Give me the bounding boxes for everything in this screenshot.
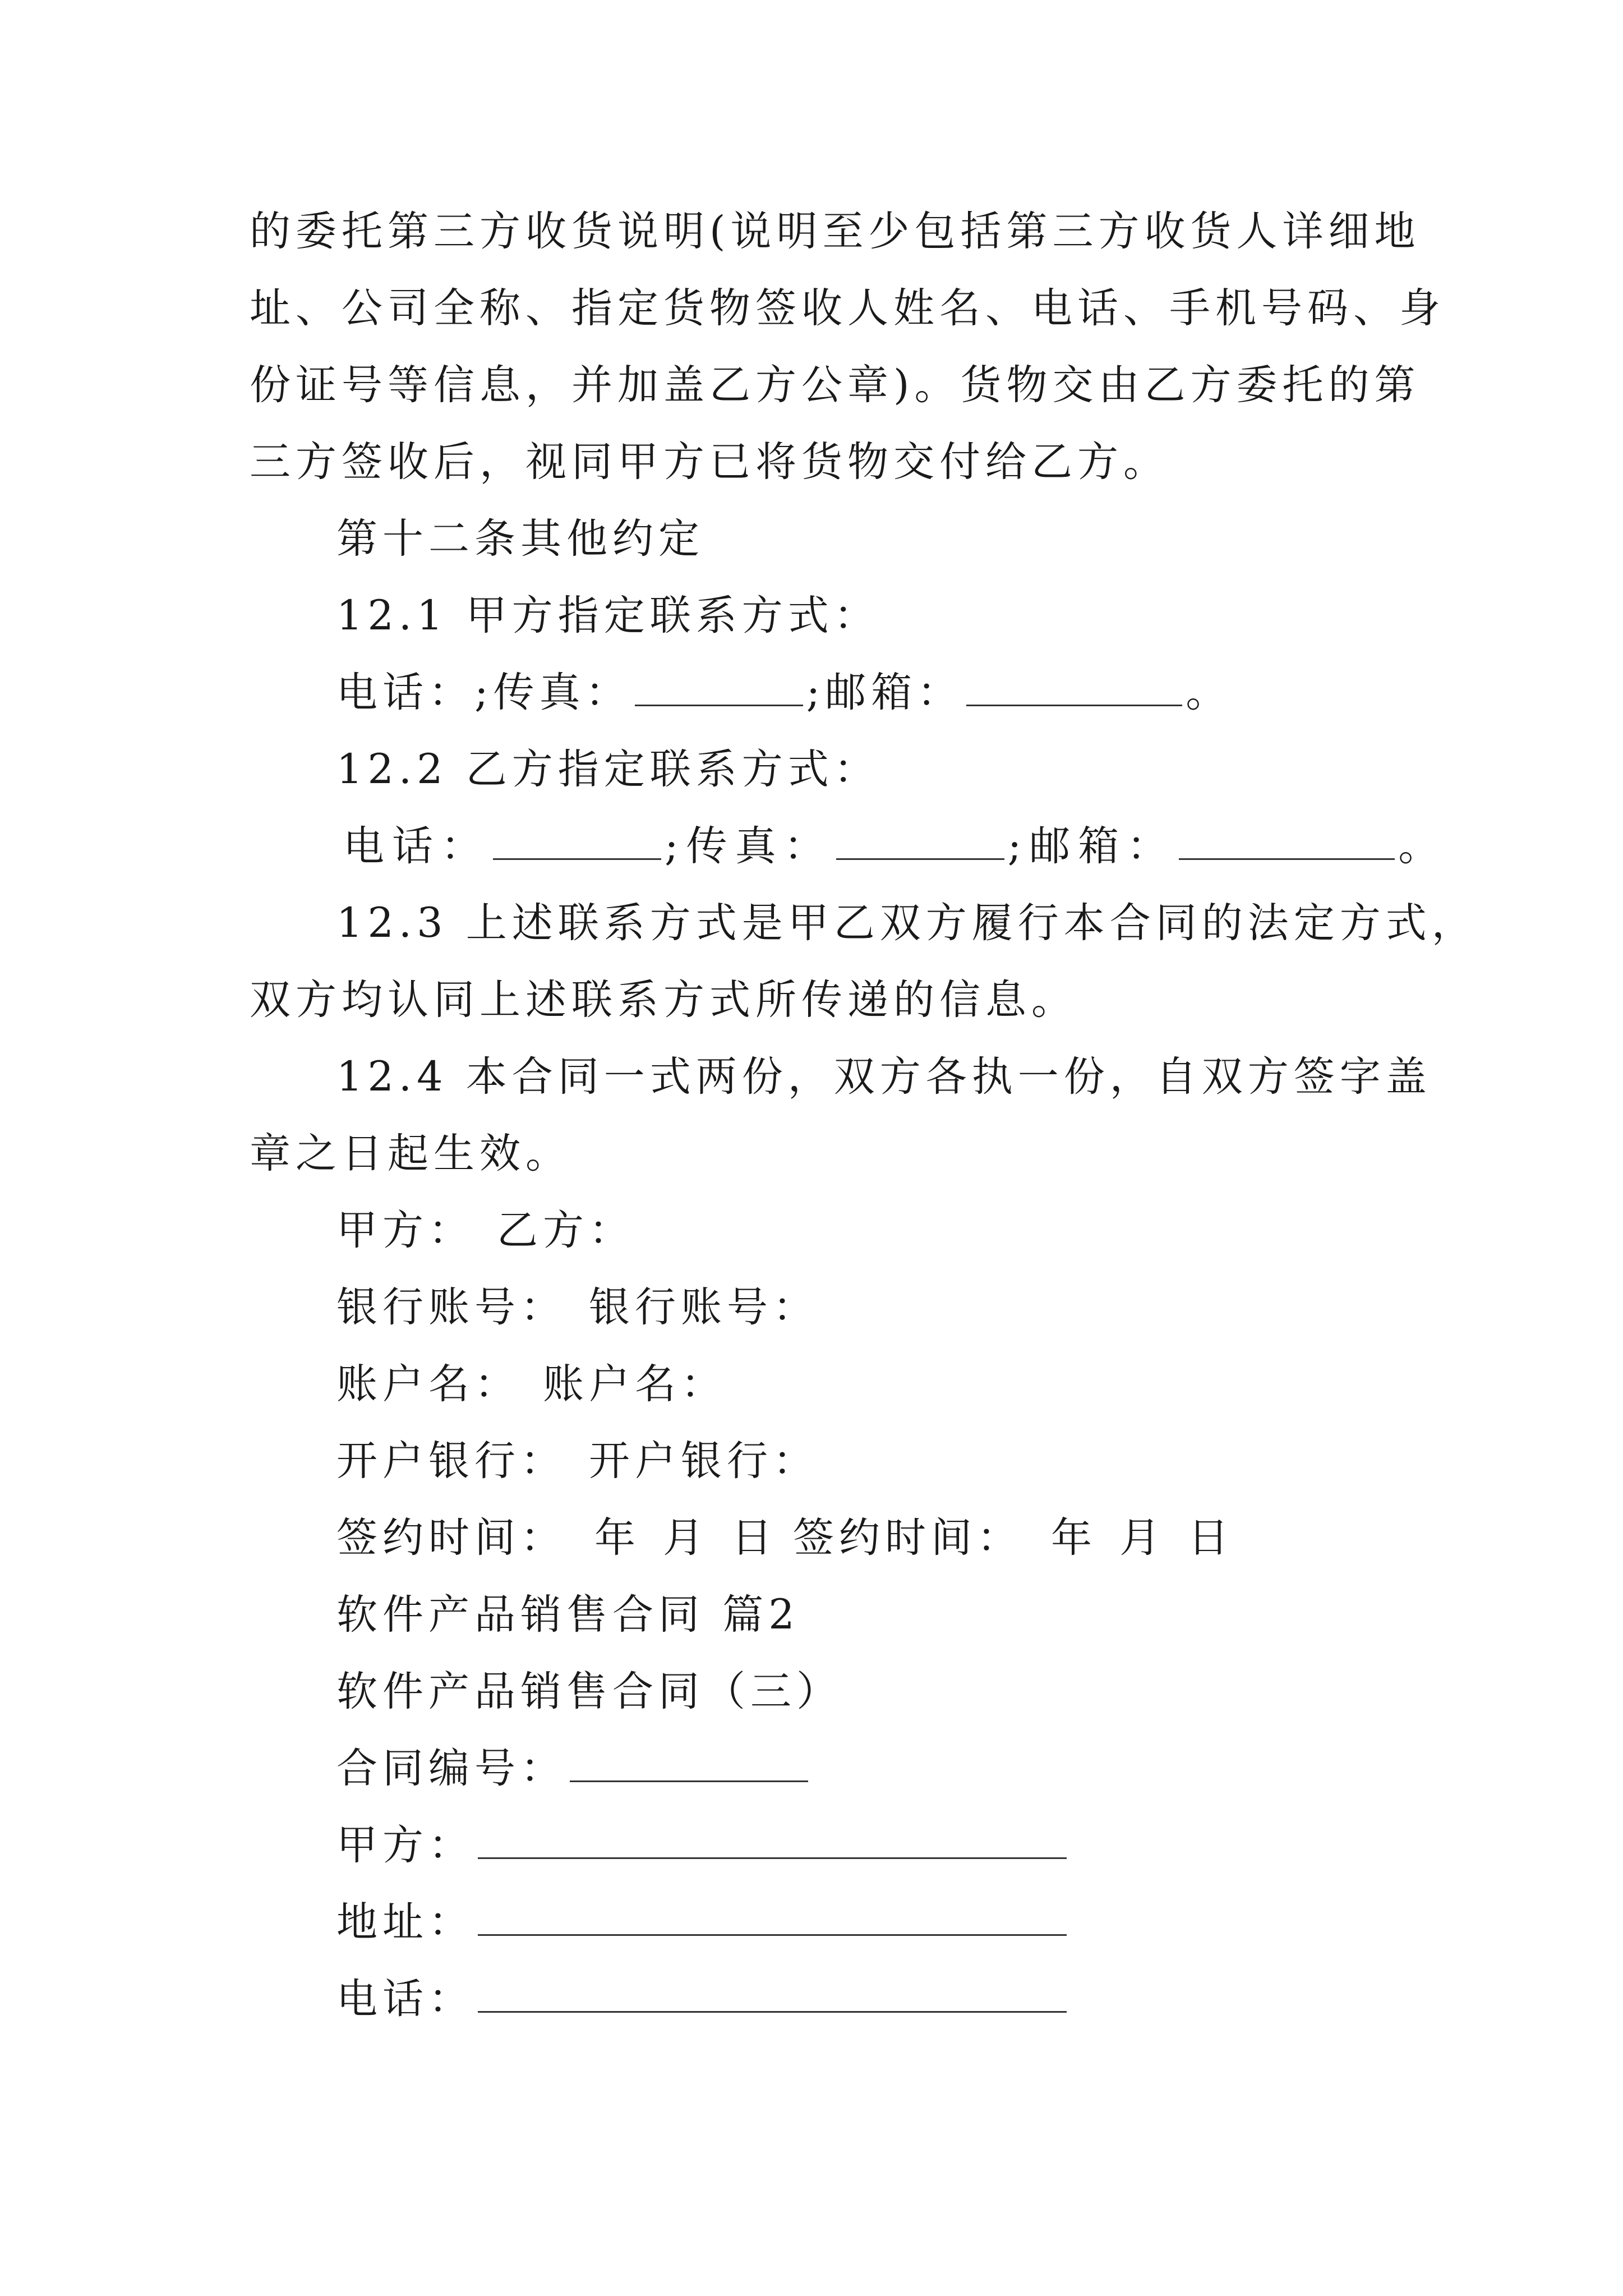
paragraph-line: 的委托第三方收货说明(说明至少包括第三方收货人详细地 bbox=[250, 208, 1421, 255]
bank-a-label: 开户银行： bbox=[336, 1437, 566, 1485]
line-end-mark: 。 bbox=[1398, 822, 1447, 870]
sign-date-a-label: 签约时间： bbox=[336, 1514, 566, 1562]
fax-blank bbox=[836, 823, 1004, 860]
account-name-a-label: 账户名： bbox=[336, 1360, 520, 1408]
address-blank bbox=[478, 1899, 1067, 1936]
section-heading: 软件产品销售合同 篇2 bbox=[336, 1591, 800, 1639]
phone-blank bbox=[493, 823, 661, 860]
phone-label: 电话： bbox=[336, 1975, 474, 2023]
email-blank bbox=[1179, 823, 1395, 860]
month-label: 月 bbox=[1119, 1514, 1165, 1562]
year-label: 年 bbox=[1051, 1514, 1097, 1562]
fax-blank bbox=[635, 670, 803, 706]
signature-account-name-row bbox=[336, 1359, 727, 1410]
bank-b-label: 开户银行： bbox=[589, 1437, 819, 1485]
fax-label: ;传真： bbox=[665, 822, 833, 870]
paragraph-line: 址、公司全称、指定货物签收人姓名、电话、手机号码、身 bbox=[250, 284, 1445, 332]
clause-12-4: 12.4 本合同一式两份，双方各执一份，自双方签字盖 bbox=[336, 1053, 1432, 1101]
day-label: 日 bbox=[1188, 1514, 1234, 1562]
phone-row bbox=[336, 1974, 1070, 2024]
phone-fax-label: 电话：;传真： bbox=[336, 669, 631, 716]
day-label: 日 bbox=[731, 1514, 777, 1562]
paragraph-line: 三方签收后，视同甲方已将货物交付给乙方。 bbox=[250, 438, 1169, 486]
phone-label: 电话： bbox=[343, 822, 490, 870]
month-label: 月 bbox=[663, 1514, 709, 1562]
article-12-title: 第十二条其他约定 bbox=[336, 515, 704, 563]
party-a-label: 甲方： bbox=[336, 1821, 474, 1869]
phone-blank bbox=[478, 1976, 1067, 2013]
party-a-row bbox=[336, 1820, 1070, 1871]
sign-date-b-label: 签约时间： bbox=[793, 1514, 1023, 1562]
email-blank bbox=[966, 670, 1182, 706]
bank-account-b-label: 银行账号： bbox=[589, 1283, 819, 1331]
clause-12-3: 12.3 上述联系方式是甲乙双方履行本合同的法定方式， bbox=[336, 899, 1478, 947]
section-subheading: 软件产品销售合同（三） bbox=[336, 1668, 842, 1715]
contract-number-row bbox=[336, 1743, 811, 1794]
clause-12-1-contact bbox=[336, 668, 1232, 718]
party-a-blank bbox=[478, 1823, 1067, 1859]
address-row bbox=[336, 1897, 1070, 1948]
paragraph-line: 双方均认同上述联系方式所传递的信息。 bbox=[250, 976, 1077, 1024]
clause-12-1: 12.1 甲方指定联系方式： bbox=[336, 592, 880, 639]
contract-number-blank bbox=[570, 1746, 808, 1782]
year-label: 年 bbox=[594, 1514, 640, 1562]
party-a-label: 甲方： bbox=[336, 1207, 474, 1254]
clause-12-2: 12.2 乙方指定联系方式： bbox=[336, 746, 880, 793]
signature-bank-row bbox=[336, 1436, 819, 1487]
paragraph-line: 章之日起生效。 bbox=[250, 1130, 571, 1177]
email-label: ;邮箱： bbox=[806, 669, 963, 716]
bank-account-a-label: 银行账号： bbox=[336, 1283, 566, 1331]
account-name-b-label: 账户名： bbox=[543, 1360, 727, 1408]
clause-12-2-contact bbox=[343, 821, 1447, 872]
signature-bank-account-row bbox=[336, 1282, 819, 1333]
signature-date-row bbox=[336, 1513, 1234, 1563]
email-label: ;邮箱： bbox=[1007, 822, 1176, 870]
paragraph-line: 份证号等信息，并加盖乙方公章)。货物交由乙方委托的第 bbox=[250, 361, 1421, 409]
line-end-mark: 。 bbox=[1186, 669, 1232, 716]
party-b-label: 乙方： bbox=[497, 1207, 635, 1254]
address-label: 地址： bbox=[336, 1898, 474, 1946]
signature-party-row bbox=[336, 1205, 635, 1256]
contract-number-label: 合同编号： bbox=[336, 1745, 566, 1792]
